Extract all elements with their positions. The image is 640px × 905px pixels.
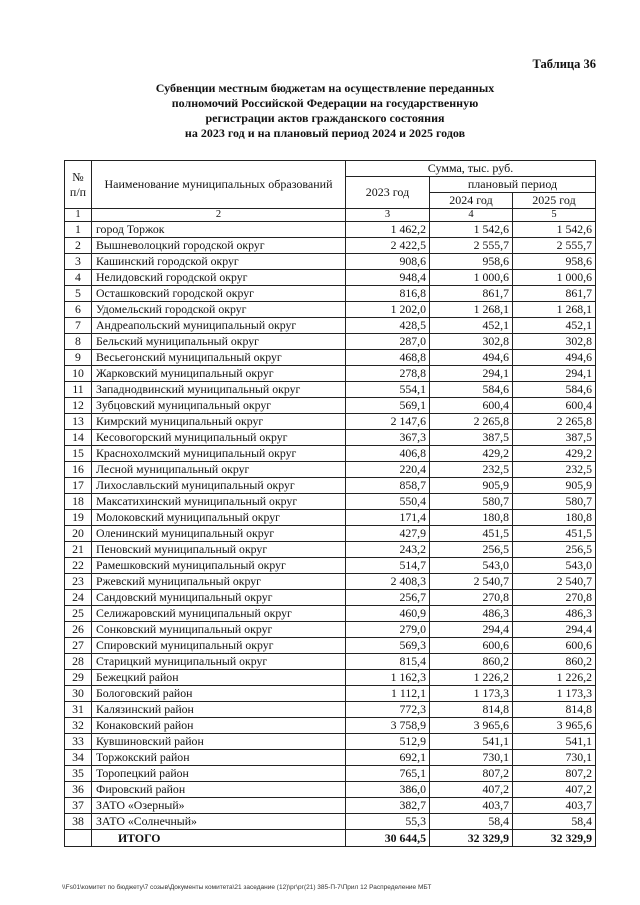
- value-2023: 427,9: [346, 526, 430, 542]
- table-row: [65, 702, 596, 718]
- row-num: 33: [65, 734, 92, 750]
- municipality-name: Ржевский муниципальный округ: [92, 574, 346, 590]
- value-2025: 543,0: [513, 558, 596, 574]
- municipality-name: Кимрский муниципальный округ: [92, 414, 346, 430]
- value-2024: 580,7: [430, 494, 513, 510]
- total-2025: 32 329,9: [513, 830, 596, 847]
- row-num: 28: [65, 654, 92, 670]
- value-2024: 407,2: [430, 782, 513, 798]
- table-row: [65, 782, 596, 798]
- row-num: 19: [65, 510, 92, 526]
- value-2024: 1 226,2: [430, 670, 513, 686]
- table-row: [65, 558, 596, 574]
- municipality-name: Вышневолоцкий городской округ: [92, 238, 346, 254]
- row-num: 21: [65, 542, 92, 558]
- value-2023: 1 112,1: [346, 686, 430, 702]
- value-2023: 512,9: [346, 734, 430, 750]
- value-2025: 302,8: [513, 334, 596, 350]
- value-2023: 816,8: [346, 286, 430, 302]
- table-row: [65, 686, 596, 702]
- value-2025: 429,2: [513, 446, 596, 462]
- table-row: [65, 382, 596, 398]
- table-row: [65, 814, 596, 830]
- value-2023: 514,7: [346, 558, 430, 574]
- row-num: 31: [65, 702, 92, 718]
- value-2025: 1 173,3: [513, 686, 596, 702]
- municipality-name: Селижаровский муниципальный округ: [92, 606, 346, 622]
- column-index: 2: [92, 209, 346, 222]
- row-num: 13: [65, 414, 92, 430]
- value-2025: 580,7: [513, 494, 596, 510]
- table-row: [65, 462, 596, 478]
- value-2025: 180,8: [513, 510, 596, 526]
- value-2023: 3 758,9: [346, 718, 430, 734]
- value-2025: 403,7: [513, 798, 596, 814]
- value-2024: 232,5: [430, 462, 513, 478]
- total-label: ИТОГО: [92, 830, 346, 847]
- row-num: 10: [65, 366, 92, 382]
- row-num: 3: [65, 254, 92, 270]
- value-2024: 600,4: [430, 398, 513, 414]
- municipality-name: Старицкий муниципальный округ: [92, 654, 346, 670]
- value-2023: 382,7: [346, 798, 430, 814]
- value-2024: 180,8: [430, 510, 513, 526]
- municipality-name: ЗАТО «Озерный»: [92, 798, 346, 814]
- value-2023: 2 147,6: [346, 414, 430, 430]
- value-2024: 451,5: [430, 526, 513, 542]
- value-2023: 554,1: [346, 382, 430, 398]
- table-number-label: Таблица 36: [532, 57, 596, 71]
- value-2025: 958,6: [513, 254, 596, 270]
- value-2023: 287,0: [346, 334, 430, 350]
- municipality-name: Удомельский городской округ: [92, 302, 346, 318]
- total-2023: 30 644,5: [346, 830, 430, 847]
- value-2024: 600,6: [430, 638, 513, 654]
- value-2025: 451,5: [513, 526, 596, 542]
- table-row: [65, 366, 596, 382]
- value-2024: 541,1: [430, 734, 513, 750]
- row-num: 25: [65, 606, 92, 622]
- table-row: [65, 670, 596, 686]
- value-2025: 232,5: [513, 462, 596, 478]
- value-2024: 861,7: [430, 286, 513, 302]
- municipality-name: Торжокский район: [92, 750, 346, 766]
- municipality-name: Жарковский муниципальный округ: [92, 366, 346, 382]
- value-2023: 428,5: [346, 318, 430, 334]
- table-row: [65, 270, 596, 286]
- table-row: [65, 654, 596, 670]
- header-planned-period: плановый период: [430, 177, 596, 193]
- row-num: 29: [65, 670, 92, 686]
- municipality-name: Краснохолмский муниципальный округ: [92, 446, 346, 462]
- table-row: [65, 574, 596, 590]
- row-num: 16: [65, 462, 92, 478]
- column-index: 3: [346, 209, 430, 222]
- table-row: [65, 478, 596, 494]
- value-2025: 1 542,6: [513, 222, 596, 238]
- value-2025: 58,4: [513, 814, 596, 830]
- municipality-name: Кувшиновский район: [92, 734, 346, 750]
- value-2024: 494,6: [430, 350, 513, 366]
- column-index: 4: [430, 209, 513, 222]
- row-num: 34: [65, 750, 92, 766]
- municipality-name: Максатихинский муниципальный округ: [92, 494, 346, 510]
- table-row: [65, 494, 596, 510]
- value-2025: 294,1: [513, 366, 596, 382]
- row-num: 32: [65, 718, 92, 734]
- municipality-name: город Торжок: [92, 222, 346, 238]
- header-2023: 2023 год: [346, 177, 430, 209]
- row-num: 35: [65, 766, 92, 782]
- table-row: [65, 526, 596, 542]
- value-2024: 452,1: [430, 318, 513, 334]
- value-2024: 387,5: [430, 430, 513, 446]
- document-title: [120, 81, 530, 141]
- value-2023: 569,1: [346, 398, 430, 414]
- row-num: 8: [65, 334, 92, 350]
- value-2023: 2 408,3: [346, 574, 430, 590]
- row-num: 36: [65, 782, 92, 798]
- row-num: 7: [65, 318, 92, 334]
- value-2024: 486,3: [430, 606, 513, 622]
- table-row: [65, 254, 596, 270]
- value-2023: 1 462,2: [346, 222, 430, 238]
- value-2025: 905,9: [513, 478, 596, 494]
- municipality-name: Западнодвинский муниципальный округ: [92, 382, 346, 398]
- value-2025: 256,5: [513, 542, 596, 558]
- row-num: 4: [65, 270, 92, 286]
- value-2024: 294,1: [430, 366, 513, 382]
- header-2024: 2024 год: [430, 193, 513, 209]
- value-2024: 270,8: [430, 590, 513, 606]
- value-2024: 2 265,8: [430, 414, 513, 430]
- value-2024: 2 540,7: [430, 574, 513, 590]
- value-2024: 58,4: [430, 814, 513, 830]
- header-name: Наименование муниципальных образований: [92, 161, 346, 209]
- table-row: [65, 734, 596, 750]
- row-num: 26: [65, 622, 92, 638]
- value-2025: 730,1: [513, 750, 596, 766]
- value-2023: 468,8: [346, 350, 430, 366]
- municipality-name: ЗАТО «Солнечный»: [92, 814, 346, 830]
- header-sum: Сумма, тыс. руб.: [346, 161, 596, 177]
- title-line: регистрации актов гражданского состояния: [205, 111, 445, 125]
- value-2023: 550,4: [346, 494, 430, 510]
- value-2025: 3 965,6: [513, 718, 596, 734]
- table-row: [65, 718, 596, 734]
- municipality-name: Торопецкий район: [92, 766, 346, 782]
- title-line: Субвенции местным бюджетам на осуществление переданных: [155, 81, 495, 95]
- value-2023: 256,7: [346, 590, 430, 606]
- value-2024: 814,8: [430, 702, 513, 718]
- column-index: 1: [65, 209, 92, 222]
- header-2025: 2025 год: [513, 193, 596, 209]
- row-num: 11: [65, 382, 92, 398]
- value-2025: 2 265,8: [513, 414, 596, 430]
- municipality-name: Кесовогорский муниципальный округ: [92, 430, 346, 446]
- total-2024: 32 329,9: [430, 830, 513, 847]
- row-num: 5: [65, 286, 92, 302]
- table-row: [65, 446, 596, 462]
- row-num: 17: [65, 478, 92, 494]
- value-2023: 2 422,5: [346, 238, 430, 254]
- table-row: [65, 542, 596, 558]
- municipality-name: Нелидовский городской округ: [92, 270, 346, 286]
- value-2025: 1 000,6: [513, 270, 596, 286]
- table-row: [65, 798, 596, 814]
- value-2023: 243,2: [346, 542, 430, 558]
- value-2023: 406,8: [346, 446, 430, 462]
- table-row: [65, 510, 596, 526]
- value-2023: 948,4: [346, 270, 430, 286]
- municipality-name: Сандовский муниципальный округ: [92, 590, 346, 606]
- value-2025: 584,6: [513, 382, 596, 398]
- row-num: 20: [65, 526, 92, 542]
- value-2024: 1 000,6: [430, 270, 513, 286]
- municipality-name: Калязинский район: [92, 702, 346, 718]
- municipality-name: Фировский район: [92, 782, 346, 798]
- value-2024: 584,6: [430, 382, 513, 398]
- table-row: [65, 430, 596, 446]
- value-2025: 486,3: [513, 606, 596, 622]
- value-2025: 1 226,2: [513, 670, 596, 686]
- value-2025: 2 555,7: [513, 238, 596, 254]
- value-2024: 1 268,1: [430, 302, 513, 318]
- value-2023: 908,6: [346, 254, 430, 270]
- municipality-name: Бельский муниципальный округ: [92, 334, 346, 350]
- value-2025: 807,2: [513, 766, 596, 782]
- value-2024: 256,5: [430, 542, 513, 558]
- header-num: № п/п: [65, 161, 92, 209]
- table-row: [65, 222, 596, 238]
- row-num: 1: [65, 222, 92, 238]
- row-num: 23: [65, 574, 92, 590]
- table-row: [65, 334, 596, 350]
- value-2024: 543,0: [430, 558, 513, 574]
- value-2025: 494,6: [513, 350, 596, 366]
- municipality-name: Оленинский муниципальный округ: [92, 526, 346, 542]
- table-row: [65, 750, 596, 766]
- value-2024: 958,6: [430, 254, 513, 270]
- value-2023: 278,8: [346, 366, 430, 382]
- row-num: 27: [65, 638, 92, 654]
- title-line: полномочий Российской Федерации на государственную: [171, 96, 479, 110]
- municipality-name: Конаковский район: [92, 718, 346, 734]
- value-2024: 2 555,7: [430, 238, 513, 254]
- table-row: [65, 302, 596, 318]
- table-row: [65, 622, 596, 638]
- value-2024: 1 542,6: [430, 222, 513, 238]
- value-2023: 220,4: [346, 462, 430, 478]
- value-2024: 429,2: [430, 446, 513, 462]
- value-2025: 407,2: [513, 782, 596, 798]
- municipality-name: Рамешковский муниципальный округ: [92, 558, 346, 574]
- value-2023: 279,0: [346, 622, 430, 638]
- value-2025: 2 540,7: [513, 574, 596, 590]
- table-row: [65, 414, 596, 430]
- value-2024: 860,2: [430, 654, 513, 670]
- municipality-name: Спировский муниципальный округ: [92, 638, 346, 654]
- municipality-name: Лихославльский муниципальный округ: [92, 478, 346, 494]
- value-2025: 860,2: [513, 654, 596, 670]
- value-2023: 55,3: [346, 814, 430, 830]
- row-num: 37: [65, 798, 92, 814]
- value-2025: 294,4: [513, 622, 596, 638]
- table-body: [65, 222, 596, 830]
- value-2023: 171,4: [346, 510, 430, 526]
- column-index: 5: [513, 209, 596, 222]
- table-row: [65, 398, 596, 414]
- table-row: [65, 606, 596, 622]
- value-2024: 807,2: [430, 766, 513, 782]
- row-num: 15: [65, 446, 92, 462]
- table-row: [65, 238, 596, 254]
- municipality-name: Кашинский городской округ: [92, 254, 346, 270]
- municipality-name: Зубцовский муниципальный округ: [92, 398, 346, 414]
- value-2024: 302,8: [430, 334, 513, 350]
- table-row: [65, 766, 596, 782]
- value-2024: 294,4: [430, 622, 513, 638]
- table-row: [65, 350, 596, 366]
- municipality-name: Андреапольский муниципальный округ: [92, 318, 346, 334]
- municipality-name: Молоковский муниципальный округ: [92, 510, 346, 526]
- value-2025: 270,8: [513, 590, 596, 606]
- row-num: 2: [65, 238, 92, 254]
- table-row: [65, 286, 596, 302]
- table-row: [65, 318, 596, 334]
- value-2024: 905,9: [430, 478, 513, 494]
- value-2023: 367,3: [346, 430, 430, 446]
- municipality-name: Осташковский городской округ: [92, 286, 346, 302]
- value-2025: 600,6: [513, 638, 596, 654]
- table-row: [65, 590, 596, 606]
- value-2024: 1 173,3: [430, 686, 513, 702]
- column-index-row: [65, 209, 596, 222]
- value-2025: 814,8: [513, 702, 596, 718]
- value-2024: 403,7: [430, 798, 513, 814]
- value-2023: 1 202,0: [346, 302, 430, 318]
- municipality-name: Бологовский район: [92, 686, 346, 702]
- value-2025: 387,5: [513, 430, 596, 446]
- value-2023: 772,3: [346, 702, 430, 718]
- file-path-footer: \\Fs01\комитет по бюджету\7 созыв\Документы комитета\21 заседание (12)\рг\рг(21) 385-П-7\Прил 12 Распределение МБТ: [62, 884, 432, 891]
- value-2023: 858,7: [346, 478, 430, 494]
- total-num: [65, 830, 92, 847]
- value-2024: 3 965,6: [430, 718, 513, 734]
- municipality-name: Пеновский муниципальный округ: [92, 542, 346, 558]
- value-2023: 692,1: [346, 750, 430, 766]
- row-num: 30: [65, 686, 92, 702]
- value-2025: 1 268,1: [513, 302, 596, 318]
- row-num: 38: [65, 814, 92, 830]
- value-2023: 569,3: [346, 638, 430, 654]
- value-2025: 600,4: [513, 398, 596, 414]
- row-num: 6: [65, 302, 92, 318]
- title-line: на 2023 год и на плановый период 2024 и 2025 годов: [184, 126, 466, 140]
- subventions-table: [64, 160, 596, 847]
- row-num: 18: [65, 494, 92, 510]
- value-2023: 815,4: [346, 654, 430, 670]
- value-2025: 861,7: [513, 286, 596, 302]
- municipality-name: Бежецкий район: [92, 670, 346, 686]
- row-num: 9: [65, 350, 92, 366]
- value-2023: 765,1: [346, 766, 430, 782]
- municipality-name: Лесной муниципальный округ: [92, 462, 346, 478]
- value-2024: 730,1: [430, 750, 513, 766]
- value-2023: 386,0: [346, 782, 430, 798]
- row-num: 22: [65, 558, 92, 574]
- row-num: 24: [65, 590, 92, 606]
- row-num: 12: [65, 398, 92, 414]
- total-row: [65, 830, 596, 847]
- row-num: 14: [65, 430, 92, 446]
- value-2025: 452,1: [513, 318, 596, 334]
- municipality-name: Весьегонский муниципальный округ: [92, 350, 346, 366]
- table-row: [65, 638, 596, 654]
- value-2023: 460,9: [346, 606, 430, 622]
- value-2023: 1 162,3: [346, 670, 430, 686]
- value-2025: 541,1: [513, 734, 596, 750]
- municipality-name: Сонковский муниципальный округ: [92, 622, 346, 638]
